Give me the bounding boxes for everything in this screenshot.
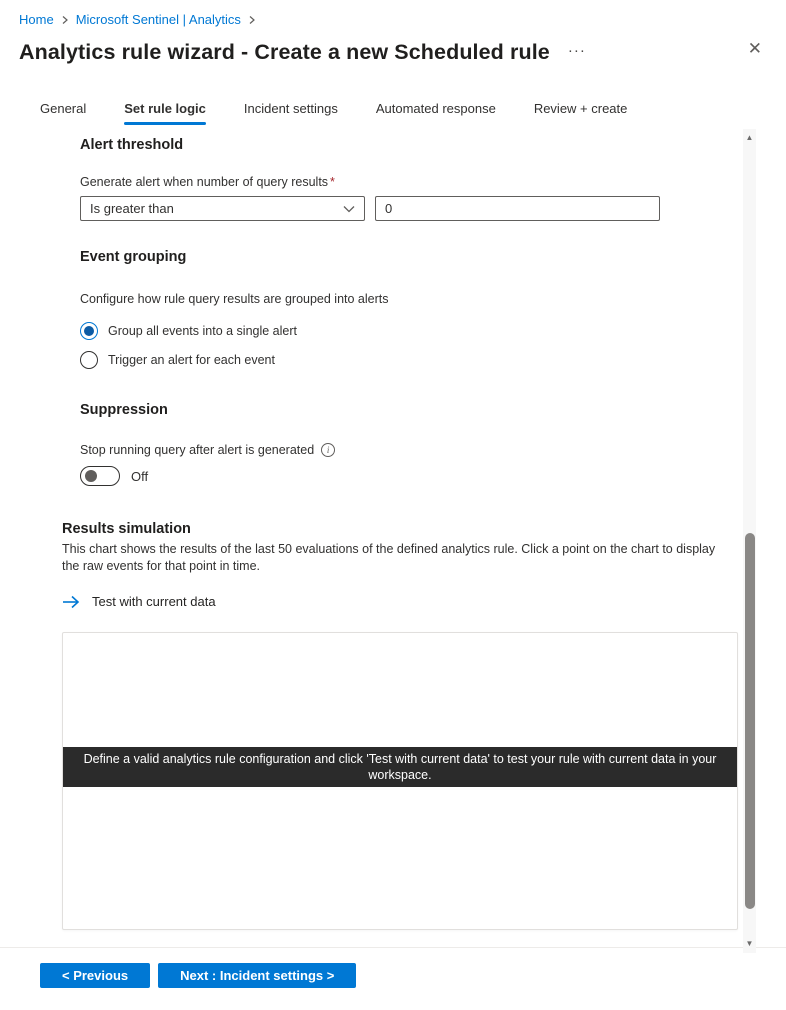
previous-button[interactable]: < Previous bbox=[40, 963, 150, 988]
alert-threshold-heading: Alert threshold bbox=[80, 137, 184, 153]
tab-set-rule-logic[interactable]: Set rule logic bbox=[124, 101, 206, 125]
threshold-value-input[interactable] bbox=[375, 196, 660, 221]
suppression-label-row bbox=[80, 443, 730, 457]
alert-threshold-controls bbox=[80, 196, 730, 221]
tab-general[interactable]: General bbox=[40, 101, 87, 116]
scroll-down-icon[interactable]: ▼ bbox=[745, 939, 754, 948]
threshold-operator-select[interactable] bbox=[80, 196, 365, 221]
threshold-operator-value: Is greater than bbox=[90, 201, 174, 216]
suppression-heading: Suppression bbox=[80, 402, 168, 418]
test-with-current-data-link[interactable] bbox=[62, 594, 216, 609]
arrow-right-icon bbox=[62, 595, 80, 609]
wizard-footer bbox=[0, 947, 786, 1010]
results-simulation-heading: Results simulation bbox=[62, 521, 191, 537]
chevron-down-icon bbox=[343, 205, 355, 213]
close-icon: ✕ bbox=[747, 39, 762, 58]
chevron-right-icon bbox=[248, 16, 256, 24]
suppression-toggle-row bbox=[80, 466, 730, 486]
radio-unselected-icon bbox=[80, 351, 98, 369]
radio-alert-per-event[interactable] bbox=[80, 351, 730, 369]
chart-placeholder-banner: Define a valid analytics rule configuration and click 'Test with current data' to test your rule with current data in your workspace. bbox=[63, 747, 737, 787]
radio-label-per-event: Trigger an alert for each event bbox=[108, 353, 275, 367]
radio-selected-icon bbox=[80, 322, 98, 340]
required-asterisk: * bbox=[330, 175, 335, 189]
alert-threshold-label-text: Generate alert when number of query results bbox=[80, 175, 329, 189]
breadcrumb-link-home[interactable]: Home bbox=[19, 12, 54, 27]
results-simulation-section bbox=[62, 521, 730, 930]
breadcrumb-link-sentinel-analytics[interactable]: Microsoft Sentinel | Analytics bbox=[75, 12, 241, 27]
ellipsis-icon: ··· bbox=[567, 42, 586, 59]
wizard-content-pane bbox=[0, 129, 786, 947]
breadcrumb bbox=[0, 0, 786, 27]
chevron-right-icon bbox=[61, 16, 69, 24]
page-title: Analytics rule wizard - Create a new Scheduled rule bbox=[19, 40, 550, 64]
suppression-toggle[interactable] bbox=[80, 466, 120, 486]
close-button[interactable] bbox=[748, 40, 762, 58]
suppression-toggle-state: Off bbox=[131, 468, 149, 484]
next-incident-settings-button[interactable]: Next : Incident settings > bbox=[158, 963, 356, 988]
more-options-button[interactable] bbox=[567, 42, 586, 59]
tab-incident-settings[interactable]: Incident settings bbox=[243, 101, 338, 116]
event-grouping-heading: Event grouping bbox=[80, 249, 187, 265]
scrollbar-thumb[interactable] bbox=[745, 533, 755, 909]
scroll-up-icon[interactable]: ▲ bbox=[745, 133, 754, 142]
toggle-knob bbox=[85, 470, 97, 482]
footer-buttons bbox=[40, 963, 786, 988]
suppression-label: Stop running query after alert is generated bbox=[80, 443, 315, 457]
title-bar bbox=[19, 40, 762, 65]
tab-automated-response[interactable]: Automated response bbox=[375, 101, 496, 116]
event-grouping-description: Configure how rule query results are grouped into alerts bbox=[80, 292, 389, 306]
results-simulation-chart[interactable] bbox=[62, 632, 738, 930]
vertical-scrollbar[interactable] bbox=[743, 129, 756, 953]
test-link-label: Test with current data bbox=[92, 594, 216, 609]
radio-group-single-alert[interactable] bbox=[80, 322, 730, 340]
alert-threshold-label bbox=[80, 175, 730, 189]
info-icon[interactable]: i bbox=[321, 443, 335, 457]
results-simulation-description: This chart shows the results of the last 50 evaluations of the defined analytics rule. Click a point on the chart to display the raw events for that point in time. bbox=[62, 542, 716, 573]
radio-label-single-alert: Group all events into a single alert bbox=[108, 324, 297, 338]
tab-review-create[interactable]: Review + create bbox=[533, 101, 628, 116]
wizard-tab-bar bbox=[40, 101, 786, 125]
